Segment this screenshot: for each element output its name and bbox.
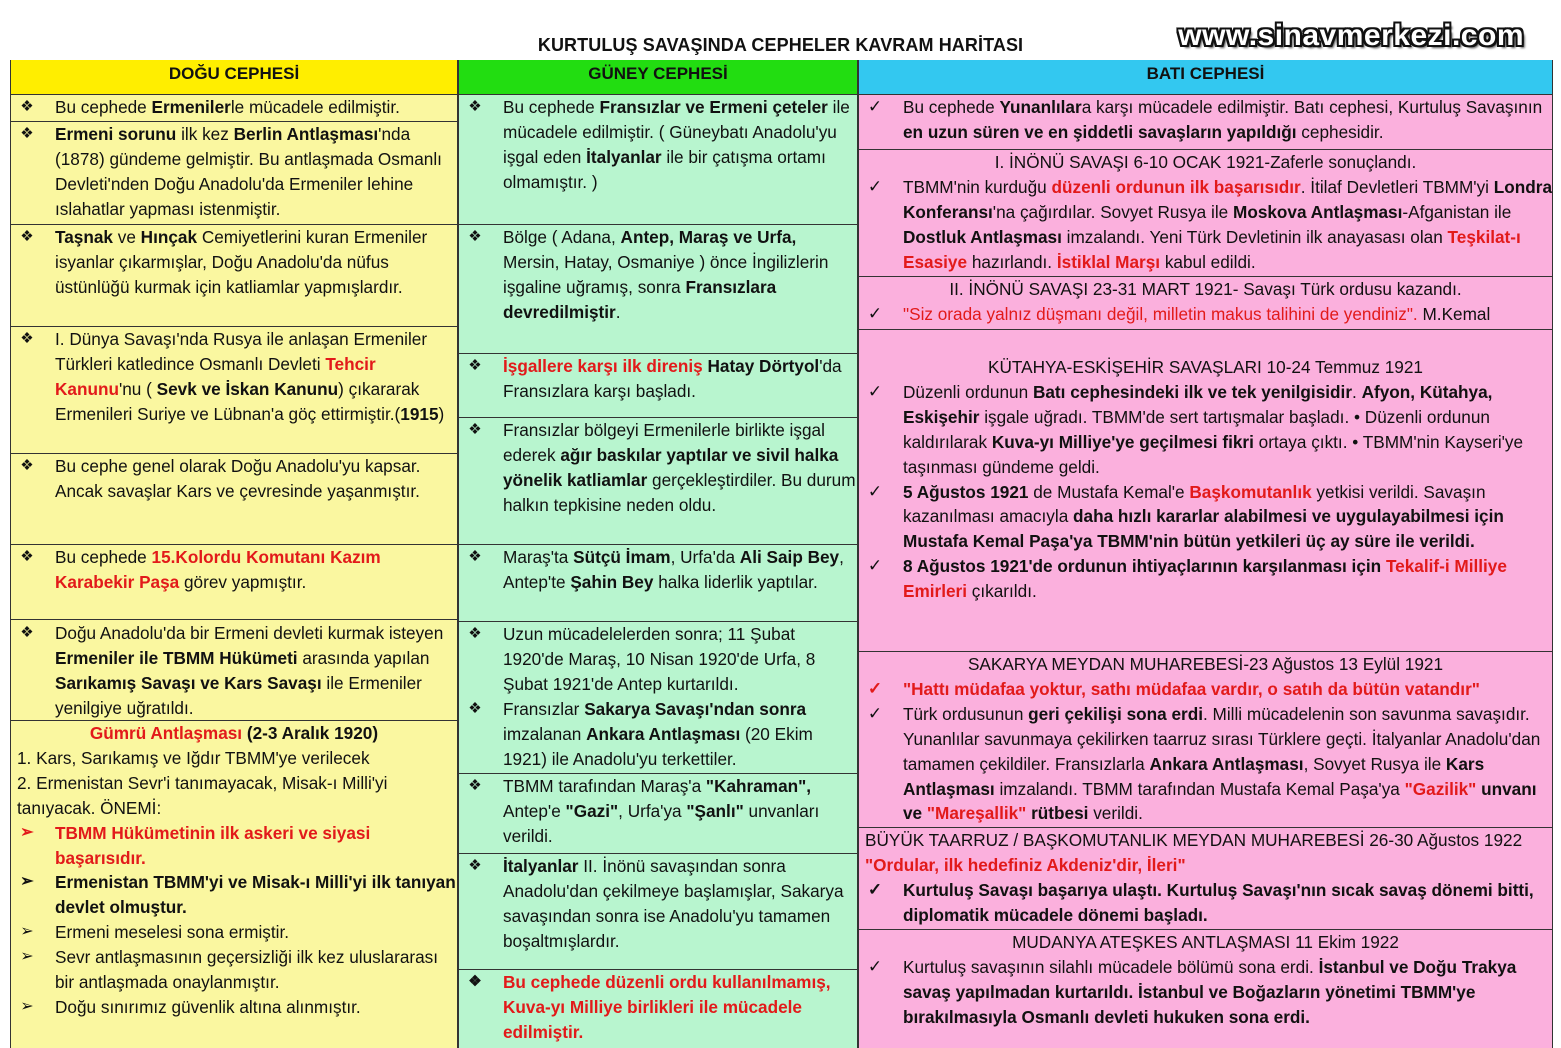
list-item: ❖ Doğu Anadolu'da bir Ermeni devleti kurmak isteyen Ermeniler ile TBMM Hükümeti arasında yapılan Sarıkamış Savaşı ve Kars Savaşı ile Ermeniler yenilgiye uğratıldı.	[11, 621, 457, 721]
guney-header: GÜNEY CEPHESİ	[459, 60, 857, 95]
inonu2-quote: "Siz orada yalnız düşmanı değil, milletin makus talihini de yendiniz".	[903, 303, 1418, 324]
list-item: ✓ Kurtuluş Savaşı başarıya ulaştı. Kurtuluş Savaşı'nın sıcak savaş dönemi bitti, diplomatik mücadele dönemi başladı.	[859, 878, 1552, 928]
list-item: ➢ Sevr antlaşmasının geçersizliği ilk kez uluslararası bir antlaşmada onaylanmıştır.	[11, 945, 457, 995]
arrow-bullet-icon: ➢	[20, 823, 34, 841]
diamond-bullet-icon: ❖	[468, 421, 482, 438]
list-item: ❖ Fransızlar bölgeyi Ermenilerle birlikte işgal ederek ağır baskılar yaptılar ve sivil halka yönelik katliamlar gerçekleştirdiler. Bu durum halkın tepkisine neden oldu.	[459, 418, 857, 518]
gumru-title: Gümrü Antlaşması (2-3 Aralık 1920)	[89, 723, 379, 743]
list-item: ❖ Uzun mücadelelerden sonra; 11 Şubat 1920'de Maraş, 10 Nisan 1920'de Urfa, 8 Şubat 1921'de Antep kurtarıldı.	[459, 622, 857, 697]
list-item: ✓ Kurtuluş savaşının silahlı mücadele bölümü sona erdi. İstanbul ve Doğu Trakya savaş yapılmadan kurtarıldı. İstanbul ve Boğazların yönetimi TBMM'ye bırakılmasıyla Osmanlı devleti hukuken sona erdi.	[859, 955, 1552, 1030]
list-item: ❖ İtalyanlar II. İnönü savaşından sonra Anadolu'dan çekilmeye başlamışlar, Sakarya savaşından sonra ise Anadolu'yu tamamen boşaltmışlardır.	[459, 854, 857, 954]
list-item: ❖ Ermeni sorunu ilk kez Berlin Antlaşması'nda (1878) gündeme gelmiştir. Bu antlaşmada Osmanlı Devleti'nden Doğu Anadolu'da Ermeniler lehine ıslahatlar yapması istenmiştir.	[11, 122, 457, 222]
guney-cell-7	[459, 774, 857, 854]
taarruz-quote: "Ordular, ilk hedefiniz Akdeniz'dir, İleri"	[865, 854, 1186, 875]
checkmark-icon: ✓	[867, 956, 883, 976]
guney-cell-3	[459, 354, 857, 418]
page-title: KURTULUŞ SAVAŞINDA CEPHELER KAVRAM HARİTASI	[537, 35, 1024, 55]
dogu-column	[10, 60, 458, 1048]
dogu-cell-2	[11, 122, 457, 225]
list-item: ❖ I. Dünya Savaşı'nda Rusya ile anlaşan Ermeniler Türkleri katledince Osmanlı Devleti Tehcir Kanunu'nu ( Sevk ve İskan Kanunu) çıkararak Ermenileri Suriye ve Lübnan'a göç ettirmiştir.(1915)	[11, 327, 457, 427]
checkmark-icon: ✓	[867, 303, 883, 323]
arrow-bullet-icon: ➢	[20, 873, 34, 891]
bati-cell-1	[859, 95, 1552, 150]
dogu-cell-3	[11, 225, 457, 327]
checkmark-icon: ✓	[867, 381, 883, 401]
gumru-line-2: 2. Ermenistan Sevr'i tanımayacak, Misak-ı Milli'yi tanıyacak. ÖNEMİ:	[17, 772, 388, 818]
list-item: ❖ Taşnak ve Hınçak Cemiyetlerini kuran Ermeniler isyanlar çıkarmışlar, Doğu Anadolu'da nüfus üstünlüğü kurmak için katliamlar yapmışlardır.	[11, 225, 457, 300]
guney-cell-9	[459, 970, 857, 1045]
checkmark-icon: ✓	[867, 879, 883, 899]
diamond-bullet-icon: ❖	[20, 125, 34, 142]
gumru-section	[11, 721, 457, 1020]
dogu-cell-1	[11, 95, 457, 122]
bati-taarruz	[859, 828, 1552, 930]
site-logo: www.sinavmerkezi.com	[1178, 19, 1524, 52]
list-item: ✓ TBMM'nin kurduğu düzenli ordunun ilk başarısıdır. İtilaf Devletleri TBMM'yi Londra Konferansı'na çağırdılar. Sovyet Rusya ile Moskova Antlaşması-Afganistan ile Dostluk Antlaşması imzalandı. Yeni Türk Devletinin ilk anayasası olan Teşkilat-ı Esasiye hazırlandı. İstiklal Marşı kabul edildi.	[859, 175, 1552, 275]
list-item: ✓ "Siz orada yalnız düşmanı değil, milletin makus talihini de yendiniz". M.Kemal	[859, 302, 1552, 327]
arrow-bullet-icon: ➢	[20, 923, 34, 941]
diamond-bullet-icon: ❖	[468, 777, 482, 794]
inonu1-title: I. İNÖNÜ SAVAŞI 6-10 OCAK 1921-Zaferle sonuçlandı.	[994, 152, 1417, 172]
checkmark-icon: ✓	[867, 556, 883, 576]
arrow-bullet-icon: ➢	[20, 948, 34, 966]
diamond-bullet-icon: ❖	[20, 330, 34, 347]
diamond-bullet-icon: ❖	[468, 357, 482, 374]
diamond-bullet-icon: ❖	[468, 548, 482, 565]
list-item: ❖ Maraş'ta Sütçü İmam, Urfa'da Ali Saip Bey, Antep'te Şahin Bey halka liderlik yaptılar.	[459, 545, 857, 595]
diamond-bullet-icon: ❖	[20, 548, 34, 565]
bati-mudanya	[859, 930, 1552, 1030]
list-item: ✓ "Hattı müdafaa yoktur, sathı müdafaa vardır, o satıh da bütün vatandır"	[859, 677, 1552, 702]
checkmark-icon: ✓	[867, 481, 883, 501]
list-item: ❖ TBMM tarafından Maraş'a "Kahraman", Antep'e "Gazi", Urfa'ya "Şanlı" unvanları verildi.	[459, 774, 857, 849]
diamond-bullet-icon: ❖	[20, 228, 34, 245]
diamond-bullet-icon: ❖	[468, 857, 482, 874]
list-item: ✓ 5 Ağustos 1921 de Mustafa Kemal'e Başkomutanlık yetkisi verildi. Savaşın kazanılması amacıyla daha hızlı kararlar alabilmesi ve uygulayabilmesi için Mustafa Kemal Paşa'ya TBMM'nin bütün yetkileri üç ay süre ile verildi.	[859, 480, 1552, 555]
list-item: ✓ Düzenli ordunun Batı cephesindeki ilk ve tek yenilgisidir. Afyon, Kütahya, Eskişehir işgale uğradı. TBMM'de sert tartışmalar başladı. • Düzenli ordunun kaldırılarak Kuva-yı Milliye'ye geçilmesi fikri ortaya çıktı. • TBMM'nin Kayseri'ye taşınması gündeme geldi.	[859, 380, 1552, 480]
diamond-bullet-icon: ❖	[468, 973, 482, 990]
sakarya-title: SAKARYA MEYDAN MUHAREBESİ-23 Ağustos 13 Eylül 1921	[967, 654, 1444, 674]
checkmark-icon: ✓	[867, 678, 883, 698]
guney-cell-2	[459, 225, 857, 354]
dogu-cell-4	[11, 327, 457, 454]
diamond-bullet-icon: ❖	[468, 625, 482, 642]
checkmark-icon: ✓	[867, 176, 883, 196]
diamond-bullet-icon: ❖	[20, 98, 34, 115]
checkmark-icon: ✓	[867, 703, 883, 723]
list-item: ✓ Türk ordusunun geri çekilişi sona erdi. Milli mücadelenin son savunma savaşıdır. Yunanlılar savunmaya çekilirken taarruz sırası Türklere geçti. İtalyanlar Anadolu'dan tamamen çekildiler. Fransızlarla Ankara Antlaşması, Sovyet Rusya ile Kars Antlaşması imzalandı. TBMM tarafından Mustafa Kemal Paşa'ya "Gazilik" unvanı ve "Mareşallik" rütbesi verildi.	[859, 702, 1552, 827]
kutahya-title: KÜTAHYA-ESKİŞEHİR SAVAŞLARI 10-24 Temmuz 1921	[988, 357, 1423, 377]
bati-sakarya	[859, 652, 1552, 828]
mudanya-title: MUDANYA ATEŞKES ANTLAŞMASI 11 Ekim 1922	[1012, 932, 1399, 952]
inonu2-title: II. İNÖNÜ SAVAŞI 23-31 MART 1921- Savaşı Türk ordusu kazandı.	[949, 279, 1462, 299]
guney-cell-8	[459, 854, 857, 970]
list-item: ✓ 8 Ağustos 1921'de ordunun ihtiyaçlarının karşılanması için Tekalif-i Milliye Emirleri çıkarıldı.	[859, 554, 1552, 604]
list-item: ❖ Bu cephe genel olarak Doğu Anadolu'yu kapsar. Ancak savaşlar Kars ve çevresinde yaşanmıştır.	[11, 454, 457, 504]
list-item: ❖ Bölge ( Adana, Antep, Maraş ve Urfa, Mersin, Hatay, Osmaniye ) önce İngilizlerin işgaline uğramış, sonra Fransızlara devredilmiştir.	[459, 225, 857, 325]
guney-cell-1	[459, 95, 857, 225]
list-item: ✓ Bu cephede Yunanlılara karşı mücadele edilmiştir. Batı cephesi, Kurtuluş Savaşının en uzun süren ve en şiddetli savaşların yapıldığı cephesidir.	[859, 95, 1552, 145]
dogu-cell-6	[11, 545, 457, 620]
bati-column	[858, 60, 1553, 1048]
guney-column	[458, 60, 858, 1048]
list-item: ➢ TBMM Hükümetinin ilk askeri ve siyasi başarısıdır.	[11, 821, 457, 871]
bati-header: BATI CEPHESİ	[859, 60, 1552, 95]
diamond-bullet-icon: ❖	[468, 699, 482, 717]
list-item: ❖ Bu cephede 15.Kolordu Komutanı Kazım Karabekir Paşa görev yapmıştır.	[11, 545, 457, 595]
list-item: ➢ Doğu sınırımız güvenlik altına alınmıştır.	[11, 995, 457, 1020]
taarruz-title: BÜYÜK TAARRUZ / BAŞKOMUTANLIK MEYDAN MUHAREBESİ 26-30 Ağustos 1922	[865, 830, 1523, 850]
list-item: ❖ Bu cephede Ermenilerle mücadele edilmiştir.	[11, 95, 457, 120]
list-item: ❖ İşgallere karşı ilk direniş Hatay Dörtyol'da Fransızlara karşı başladı.	[459, 354, 857, 404]
bati-kutahya	[859, 330, 1552, 652]
bati-inonu1	[859, 150, 1552, 277]
guney-cell-6	[459, 622, 857, 774]
checkmark-icon: ✓	[867, 97, 883, 116]
list-item: ❖ Bu cephede Fransızlar ve Ermeni çeteler ile mücadele edilmiştir. ( Güneybatı Anadolu'yu işgal eden İtalyanlar ile bir çatışma ortamı olmamıştır. )	[459, 95, 857, 195]
diamond-bullet-icon: ❖	[468, 98, 482, 115]
list-item: ❖ Bu cephede düzenli ordu kullanılmamış, Kuva-yı Milliye birlikleri ile mücadele edilmiştir.	[459, 970, 857, 1045]
list-item: ➢ Ermeni meselesi sona ermiştir.	[11, 920, 457, 945]
dogu-cell-7	[11, 620, 457, 721]
guney-cell-4	[459, 418, 857, 545]
list-item: ❖ Fransızlar Sakarya Savaşı'ndan sonra imzalanan Ankara Antlaşması (20 Ekim 1921) ile Anadolu'yu terkettiler.	[459, 697, 857, 772]
guney-cell-5	[459, 545, 857, 622]
gumru-line-1: 1. Kars, Sarıkamış ve Iğdır TBMM'ye verilecek	[17, 747, 370, 768]
bati-inonu2	[859, 277, 1552, 330]
dogu-cell-5	[11, 454, 457, 545]
dogu-header: DOĞU CEPHESİ	[11, 60, 457, 95]
arrow-bullet-icon: ➢	[20, 997, 34, 1015]
list-item: ➢ Ermenistan TBMM'yi ve Misak-ı Milli'yi ilk tanıyan devlet olmuştur.	[11, 870, 457, 920]
diamond-bullet-icon: ❖	[20, 624, 34, 641]
diamond-bullet-icon: ❖	[468, 228, 482, 245]
diamond-bullet-icon: ❖	[20, 457, 34, 474]
